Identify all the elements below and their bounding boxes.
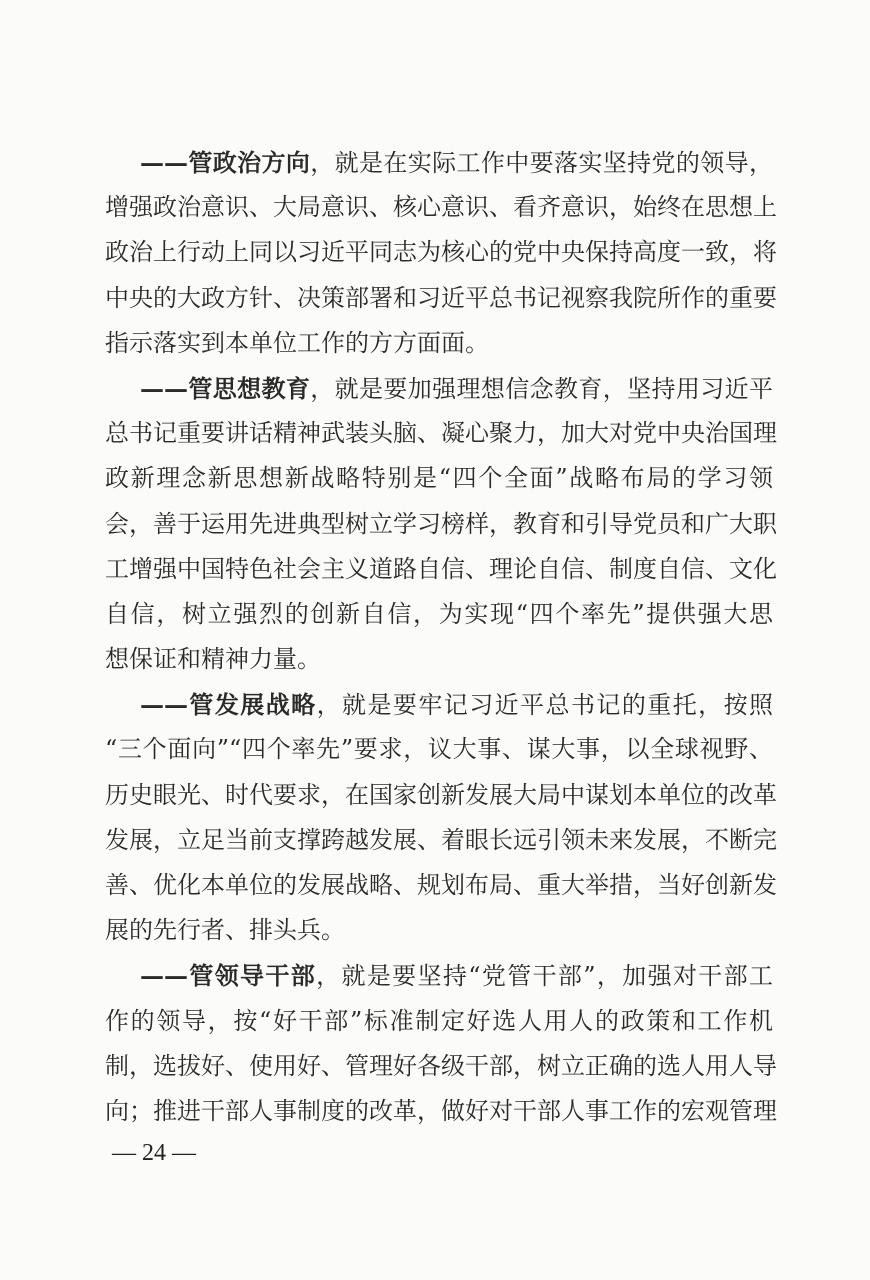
text-line: 制，选拔好、使用好、管理好各级干部，树立正确的选人用人导 — [105, 1051, 777, 1080]
paragraph-first-line — [105, 953, 773, 998]
text-line: 发展，立足当前支撑跨越发展、着眼长远引领未来发展，不断完 — [105, 825, 777, 854]
document-body — [105, 140, 777, 1134]
text-line: 总书记重要讲话精神武装头脑、凝心聚力，加大对党中央治国理 — [105, 419, 777, 448]
text-line: 自信，树立强烈的创新自信，为实现“四个率先”提供强大思 — [105, 599, 773, 628]
paragraph-first-line — [105, 682, 773, 727]
text-line: 历史眼光、时代要求，在国家创新发展大局中谋划本单位的改革 — [105, 780, 777, 809]
text-line: 向；推进干部人事制度的改革，做好对干部人事工作的宏观管理 — [105, 1096, 777, 1125]
paragraph-heading: ——管领导干部 — [140, 961, 317, 991]
text-line: 作的领导，按“好干部”标准制定好选人用人的政策和工作机 — [105, 1006, 773, 1035]
paragraph-text: ，就是要坚持“党管干部”，加强对干部工 — [316, 962, 774, 991]
paragraph-heading: ——管政治方向 — [140, 148, 311, 177]
text-line: 工增强中国特色社会主义道路自信、理论自信、制度自信、文化 — [105, 554, 777, 583]
paragraph — [105, 140, 777, 366]
paragraph-first-line — [105, 366, 773, 411]
text-line: 政新理念新思想新战略特别是“四个全面”战略布局的学习领 — [105, 464, 773, 493]
paragraph-heading: ——管思想教育 — [140, 373, 311, 403]
text-line: 善、优化本单位的发展战略、规划布局、重大举措，当好创新发 — [105, 871, 777, 899]
paragraph-text: ，就是要牢记习近平总书记的重托，按照 — [316, 691, 773, 720]
paragraph — [105, 366, 777, 682]
text-line: 增强政治意识、大局意识、核心意识、看齐意识，始终在思想上 — [105, 193, 777, 222]
paragraph-text: ，就是要加强理想信念教育，坚持用习近平 — [310, 374, 773, 403]
text-line: 展的先行者、排头兵。 — [105, 916, 345, 945]
text-line: 政治上行动上同以习近平同志为核心的党中央保持高度一致，将 — [105, 238, 777, 267]
paragraph — [105, 682, 777, 953]
paragraph-text: ，就是在实际工作中要落实坚持党的领导， — [310, 149, 773, 177]
text-line: 会，善于运用先进典型树立学习榜样，教育和引导党员和广大职 — [105, 509, 777, 538]
paragraph — [105, 953, 777, 1134]
paragraph-first-line — [105, 140, 773, 185]
text-line: 中央的大政方针、决策部署和习近平总书记视察我院所作的重要 — [105, 283, 777, 312]
paragraph-heading: ——管发展战略 — [140, 690, 317, 720]
text-line: 指示落实到本单位工作的方方面面。 — [105, 328, 489, 357]
text-line: “三个面向”“四个率先”要求，议大事、谋大事，以全球视野、 — [105, 735, 773, 764]
page-number: — 24 — — [112, 1140, 196, 1166]
text-line: 想保证和精神力量。 — [105, 645, 321, 674]
